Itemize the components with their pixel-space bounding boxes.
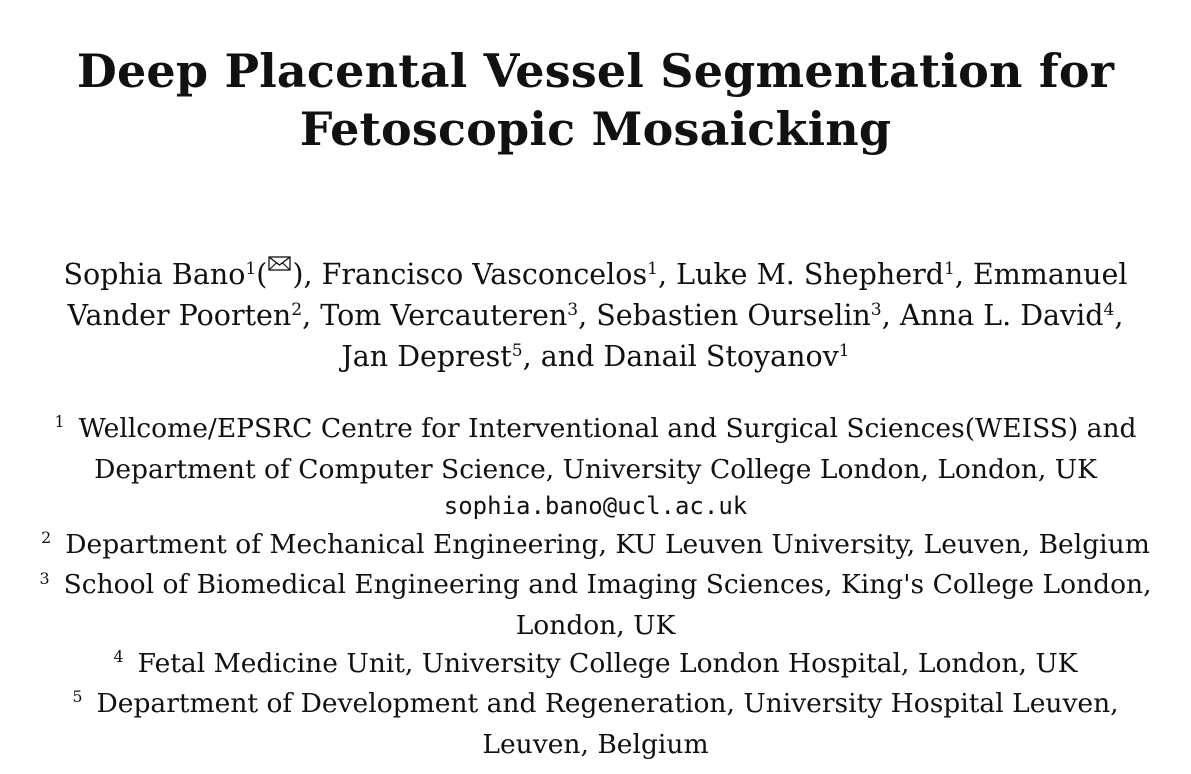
author-line-2: Vander Poorten$^2$, Tom Vercauteren$^3$, Sebastien Ourselin$^3$, Anna L. David$^4$,: [67, 299, 1124, 332]
author-affil-mark: 1: [943, 258, 955, 279]
author-name: Tom Vercauteren: [320, 299, 568, 332]
author-name: Luke M. Shepherd: [676, 258, 944, 291]
author-affil-mark: 3: [870, 299, 882, 320]
author-line-1: Sophia Bano$^1$( ), Francisco Vasconcelos$^1$, Luke M. Shepherd$^1$, Emmanuel: [63, 258, 1128, 291]
paper-title: [0, 42, 1191, 158]
author-name: Anna L. David: [899, 299, 1104, 332]
affiliation-1: $^1$ Wellcome/EPSRC Centre for Interventional and Surgical Sciences(WEISS) and: [54, 412, 1137, 444]
author-name: Danail Stoyanov: [603, 340, 839, 373]
affiliation-number: 2: [41, 527, 52, 547]
author-name: Sophia Bano: [63, 258, 246, 291]
affiliation-5-continued: Leuven, Belgium: [482, 728, 709, 760]
author-affil-mark: 1: [838, 340, 850, 361]
affiliation-2: $^2$ Department of Mechanical Engineering, KU Leuven University, Leuven, Belgium: [41, 527, 1150, 560]
author-affil-mark: 5: [511, 340, 523, 361]
affiliation-3-continued: London, UK: [515, 609, 676, 641]
affiliation-number: 1: [54, 412, 65, 432]
author-name: Vander Poorten: [67, 299, 292, 332]
author-line-3: Jan Deprest$^5$, and Danail Stoyanov$^1$: [341, 340, 850, 373]
title-line-1: Deep Placental Vessel Segmentation for: [76, 44, 1115, 98]
affiliation-3: $^3$ School of Biomedical Engineering and Imaging Sciences, King's College London,: [39, 568, 1152, 601]
affiliation-number: 3: [39, 568, 50, 588]
author-name: Jan Deprest: [341, 340, 512, 373]
author-affil-mark: 4: [1103, 299, 1115, 320]
envelope-icon: [268, 256, 291, 271]
title-line-2: Fetoscopic Mosaicking: [299, 102, 892, 156]
author-name: Francisco Vasconcelos: [321, 258, 648, 291]
affiliation-number: 4: [113, 646, 124, 666]
affiliation-4: $^4$ Fetal Medicine Unit, University College London Hospital, London, UK: [113, 646, 1078, 679]
author-name: Sebastien Ourselin: [596, 299, 871, 332]
author-affil-mark: 2: [291, 299, 303, 320]
affiliation-1-continued: Department of Computer Science, University College London, London, UK: [94, 453, 1097, 485]
corresponding-email: sophia.bano@ucl.ac.uk: [443, 492, 748, 521]
author-list: [20, 254, 1171, 377]
affiliation-list: [0, 410, 1191, 763]
author-affil-mark: 1: [647, 258, 658, 279]
affiliation-5: $^5$ Department of Development and Regeneration, University Hospital Leuven,: [72, 687, 1119, 720]
affiliation-number: 5: [72, 687, 83, 707]
author-name: Emmanuel: [972, 258, 1128, 291]
author-affil-mark: 3: [567, 299, 579, 320]
author-affil-mark: 1: [245, 258, 257, 279]
